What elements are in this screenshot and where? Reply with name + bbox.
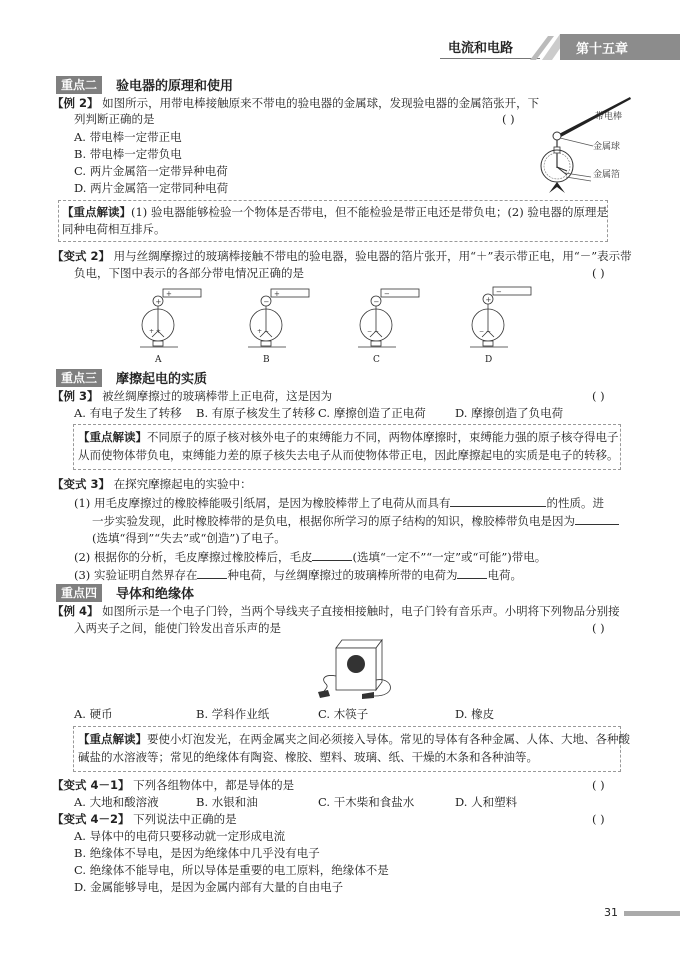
section-tag: 重点三 [56,369,102,387]
question-text-cont: 入两夹子之间，能使门铃发出音乐声的是 [74,621,281,635]
option-c: C. 摩擦创造了正电荷 [318,406,426,420]
question-label: 【例 4】 [52,604,99,618]
note-line-2: 同种电荷相互排斥。 [62,222,166,236]
option-a: A. 大地和酸溶液 [74,795,159,809]
question-label: 【变式 4－1】 [52,778,130,792]
option-a: A. 带电棒一定带正电 [74,130,182,144]
sub-question-1 [74,494,604,512]
fill-blank[interactable] [312,548,352,561]
ball-charge: − [263,298,270,306]
example-3-question [52,388,332,405]
fill-blank[interactable] [450,494,546,507]
chapter-label: 第十五章 [576,42,629,57]
ball-charge: − [373,298,380,306]
note-text: 不同原子的原子核对核外电子的束缚能力不同，两物体摩擦时，束缚能力强的原子核夺得电子 [147,430,619,444]
question-text-cont: 列判断正确的是 [74,112,155,126]
option-d: D. 人和塑料 [455,795,518,809]
question-label: 【例 3】 [52,389,99,403]
sub-question-3 [74,566,522,584]
example-4-question [52,603,620,620]
rod-charge: − [496,288,502,296]
sub-question-text: 电荷。 [487,568,522,582]
note-label: 【重点解读】 [78,732,147,746]
question-text-cont: 负电，下图中表示的各部分带电情况正确的是 [74,266,304,280]
ball-charge: + [155,298,162,306]
sub-question-text: (2) 根据你的分析，毛皮摩擦过橡胶棒后，毛皮 [74,550,313,564]
label-metal-foil: 金属箔 [593,170,621,180]
answer-blank[interactable]: ( ) [592,812,605,826]
question-text: 如图所示，用带电棒接触原来不带电的验电器的金属球，发现验电器的金属箔张开，下 [102,96,540,110]
option-b: B. 学科作业纸 [196,707,270,721]
sub-question-text: (1) 用毛皮摩擦过的橡胶棒能吸引纸屑，是因为橡胶棒带上了电荷从而具有 [74,496,451,510]
question-text: 如图所示是一个电子门铃，当两个导线夹子直接相接触时，电子门铃有音乐声。小明将下列物品分别接 [102,604,620,618]
note-label: 【重点解读】 [78,430,147,444]
answer-blank[interactable]: ( ) [592,621,605,635]
section-title: 摩擦起电的实质 [116,372,208,387]
option-d: D. 金属能够导电，是因为金属内部有大量的自由电子 [74,880,344,894]
question-label: 【例 2】 [52,96,99,110]
fill-blank[interactable] [575,512,619,525]
stand [153,341,163,346]
variant-3-intro [52,476,252,493]
option-b: B. 带电棒一定带负电 [74,147,182,161]
question-text: 被丝绸摩擦过的玻璃棒带上正电荷，这是因为 [102,389,333,403]
answer-blank[interactable]: ( ) [592,778,605,792]
rod-charge: + [274,290,280,298]
option-c: C. 绝缘体不能导电，所以导体是重要的电工原料，绝缘体不是 [74,863,389,877]
section-heading [56,368,207,387]
stand [483,341,493,346]
sub-question-1-cont [92,512,619,530]
answer-blank[interactable]: ( ) [502,112,515,126]
stand [371,341,381,346]
leaf-charges: − − [367,328,379,335]
label-charged-rod: 带电棒 [595,112,623,122]
sub-question-text: 一步实验发现，此时橡胶棒带的是负电，根据你所学习的原子结构的知识，橡胶棒带负电是因为 [92,514,575,528]
electroscope-figure [535,93,645,198]
option-d: D. 两片金属箔一定带同种电荷 [74,181,229,195]
option-label: B [263,355,270,365]
note-line-2: 从而使物体带负电，束缚能力差的原子核失去电子从而使物体带正电，因此摩擦起电的实质是电子的转移。 [78,448,619,462]
note-line-1 [78,429,619,446]
note-line-1 [78,731,630,748]
option-a: A. 导体中的电荷只要移动就一定形成电流 [74,829,286,843]
electroscope-option-d [470,285,560,367]
option-b: B. 绝缘体不导电，是因为绝缘体中几乎没有电子 [74,846,320,860]
option-a: A. 有电子发生了转移 [74,406,182,420]
option-c: C. 干木柴和食盐水 [318,795,415,809]
electroscope-options-figures [140,285,580,365]
fill-blank[interactable] [457,566,487,579]
question-text: 下列各组物体中，都是导体的是 [133,778,295,792]
sub-question-1-end: (选填“得到”“失去”或“创造”)了电子。 [92,531,286,545]
note-label: 【重点解读】 [62,205,131,219]
variant-2-question [52,248,632,265]
sub-question-2 [74,548,546,566]
rod-charge: + [166,290,172,298]
answer-blank[interactable]: ( ) [592,266,605,280]
option-d: D. 摩擦创造了负电荷 [455,406,564,420]
section-title: 验电器的原理和使用 [116,79,234,94]
note-line-1 [62,204,608,221]
option-label: A [155,355,162,365]
ball-charge: + [485,296,492,304]
option-c: C. 两片金属箔一定带异种电荷 [74,164,228,178]
option-c: C. 木筷子 [318,707,369,721]
electronic-doorbell-figure [312,638,402,700]
example-2-question [52,95,539,112]
answer-blank[interactable]: ( ) [592,389,605,403]
page-number: 31 [604,906,618,919]
label-metal-ball: 金属球 [593,142,621,152]
running-header-title: 电流和电路 [448,41,514,56]
question-label: 【变式 3】 [52,477,111,491]
leaf-charges: + − [257,328,269,335]
leaf-charges: + + [149,328,161,335]
section-heading [56,583,194,602]
variant-4-1-question [52,777,294,794]
question-label: 【变式 4－2】 [52,812,130,826]
option-b: B. 有原子核发生了转移 [196,406,316,420]
electroscope-option-b [248,285,338,367]
section-heading [56,75,233,94]
section-title: 导体和绝缘体 [116,587,195,602]
rod-charge: − [384,290,390,298]
question-text: 在探究摩擦起电的实验中： [113,477,252,491]
question-text: 下列说法中正确的是 [133,812,237,826]
sub-question-text: (选填“一定不”“一定”或“可能”)带电。 [352,550,547,564]
note-line-2: 碱盐的水溶液等；常见的绝缘体有陶瓷、橡胶、塑料、玻璃、纸、干燥的木条和各种油等。 [78,750,538,764]
option-d: D. 橡皮 [455,707,495,721]
electroscope-option-a [140,285,230,367]
section-tag: 重点四 [56,584,102,602]
leaf-charges: − − [479,328,491,335]
option-label: D [485,355,493,365]
question-text: 用与丝绸摩擦过的玻璃棒接触不带电的验电器，验电器的箔片张开，用“＋”表示带正电，用“－”表示带 [113,249,632,263]
option-label: C [373,355,380,365]
header-underline [440,58,540,59]
sub-question-text: 的性质。进 [546,496,604,510]
footer-bar [624,911,680,916]
variant-4-2-question [52,811,237,828]
stand [261,341,271,346]
option-b: B. 水银和油 [196,795,258,809]
electroscope-option-c [358,285,448,367]
fill-blank[interactable] [197,566,227,579]
sub-question-text: 种电荷，与丝绸摩擦过的玻璃棒所带的电荷为 [227,568,458,582]
note-text: (1) 验电器能够检验一个物体是否带电，但不能检验是带正电还是带负电；(2) 验电器的原理是 [131,205,608,219]
note-text: 要使小灯泡发光，在两金属夹之间必须接入导体。常见的导体有各种金属、人体、大地、各种酸 [147,732,630,746]
section-tag: 重点二 [56,76,102,94]
question-label: 【变式 2】 [52,249,111,263]
option-a: A. 硬币 [74,707,113,721]
sub-question-text: (3) 实验证明自然界存在 [74,568,198,582]
